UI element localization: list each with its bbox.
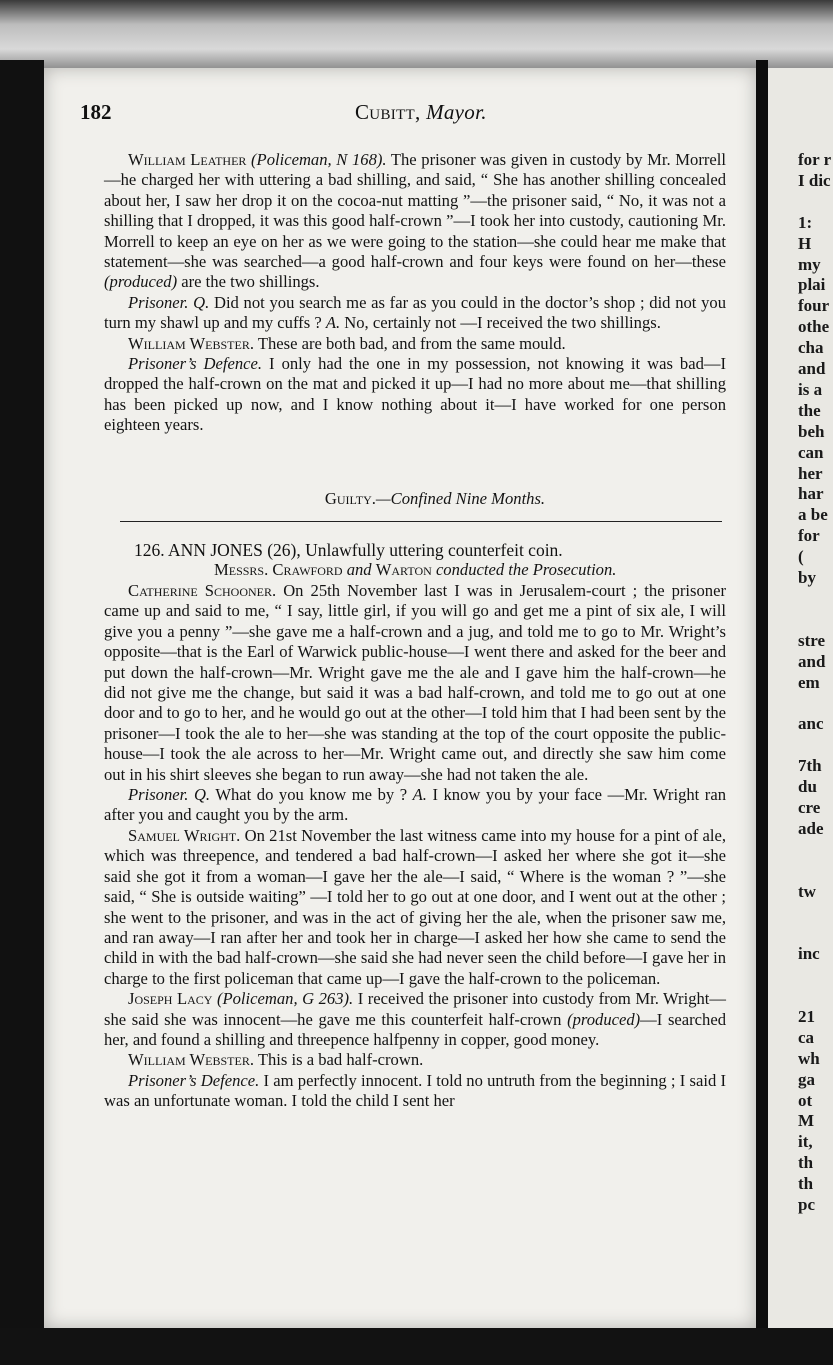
adjacent-page-fragment: by (798, 568, 816, 587)
adjacent-page-fragment: th (798, 1174, 814, 1194)
adjacent-page-fragment: har (798, 484, 824, 504)
case-heading (104, 540, 726, 561)
running-head (355, 100, 487, 125)
book-gutter (756, 60, 768, 1365)
adjacent-page-fragment: the (798, 400, 821, 420)
adjacent-page-fragment: and (798, 359, 826, 378)
adjacent-page-fragment: 7th (798, 756, 822, 776)
speaker-badge: (Policeman, N 168). (251, 150, 387, 169)
speaker-badge: (Policeman, G 263). (216, 989, 354, 1009)
paragraph-text: This is a bad half-crown. (253, 1050, 424, 1070)
speaker-name: Joseph Lacy (128, 989, 213, 1009)
adjacent-page-fragment: ca (798, 1027, 815, 1047)
adjacent-page-fragment: 1: (798, 212, 813, 232)
scan-top-margin (0, 0, 833, 70)
adjacent-page-fragment: ( (798, 547, 804, 567)
counsel-prefix: Messrs. (214, 560, 269, 579)
scan-bottom-margin (0, 1328, 833, 1365)
adjacent-page-fragment: for (798, 526, 820, 546)
counsel-name-2: Warton (375, 560, 432, 579)
adjacent-page-fragment: ade (798, 818, 824, 838)
paragraph-defence (104, 1071, 726, 1112)
speaker-label: Prisoner. (128, 292, 189, 312)
paragraph-text-end: —I searched her, and found a shilling and threepence halfpenny in copper, good money. (104, 1009, 726, 1049)
q-marker: Q. (193, 292, 210, 312)
running-head-name: Cubitt, (355, 100, 421, 124)
adjacent-page-edge (768, 68, 833, 1328)
adjacent-page-fragment: can (798, 442, 824, 462)
speaker-label: Prisoner’s Defence. (128, 1070, 260, 1090)
adjacent-page-fragment: cre (798, 797, 821, 817)
counsel-suffix: conducted the Prosecution. (431, 560, 617, 579)
paragraph-wright (104, 826, 726, 989)
verdict-guilty: Guilty. (324, 489, 376, 508)
adjacent-page-fragment: ot (798, 1090, 813, 1110)
paragraph-prisoner-question (104, 293, 726, 334)
speaker-label: Prisoner’s Defence. (128, 354, 263, 374)
adjacent-page-fragment: a be (798, 505, 828, 525)
speaker-label: Prisoner. (128, 785, 189, 805)
paragraph-text: On 25th November last I was in Jerusalem-court ; the prisoner came up and said to me, “ I say, little girl, if you will go and get me a pint of six ale, I will give you a penny ”—she gave me a half-crown and a jug, and told me to go to Mr. Wright’s opposite—that is the Earl of Warwick public-house—I went there and asked for the beer and put down the half-crown—Mr. Wright gave me the ale and I gave him the half-crown—he did not give me the change, but said it was a bad half-crown, and told me to go out at one door and to go to her, and he would go out at the other—I told him that I had been sent by the prisoner—I took the ale to her—she was standing at the top of the court opposite the public-house—I took the ale across to her—Mr. Wright came out, and directly she saw him come out in his shirt sleeves she began to run away—she had not taken the ale. (104, 581, 726, 784)
adjacent-page-fragment: H (798, 233, 812, 253)
adjacent-page-fragment: othe (798, 317, 830, 337)
section-divider (120, 521, 722, 522)
paragraph-text: I received the prisoner into custody from Mr. Wright—she said she was innocent—he gave me this counterfeit half-crown (104, 989, 726, 1029)
answer-text: No, certainly not —I received the two shillings. (340, 313, 661, 333)
adjacent-page-fragment: stre (798, 630, 826, 650)
adjacent-page-fragment: pc (798, 1195, 815, 1214)
adjacent-page-fragment: 21 (798, 1006, 815, 1026)
adjacent-page-fragment: tw (798, 881, 816, 901)
adjacent-page-fragment: ga (798, 1069, 815, 1089)
case-number: 126. (134, 540, 165, 560)
speaker-name: Catherine Schooner. (128, 581, 277, 600)
adjacent-page-fragment: I dic (798, 170, 831, 190)
testimony-block-1 (104, 150, 726, 436)
speaker-name: William Webster. (128, 1050, 254, 1070)
counsel-and: and (342, 560, 376, 579)
counsel-name-1: Crawford (272, 560, 343, 579)
paragraph-text: On 21st November the last witness came into my house for a pint of ale, which was threepence, and tendered a bad half-crown—I asked her where she got it—she said she got it from a woman—I gave her the ale—I said, “ Where is the woman ? ”—she said, “ She is outside waiting” —I told her to go out at one door, and I went out at the other ; she went to the prisoner, and was in the act of giving her the ale, when the prisoner saw me, and ran away—I ran after her and took her in charge—I asked her how she came to send the child in with the bad half-crown—she said she had never seen the child before—I gave her in charge to the first policeman that came up—I gave the half-crown to the policeman. (104, 825, 726, 988)
question-text: What do you know me by ? (210, 785, 413, 805)
adjacent-page-fragment: cha (798, 338, 824, 358)
paragraph-text: These are both bad, and from the same mould. (253, 333, 566, 353)
defendant-name: ANN JONES (26), (168, 540, 301, 560)
adjacent-page-fragment: du (798, 777, 817, 796)
a-marker: A. (412, 785, 427, 805)
adjacent-page-fragment: for r (798, 150, 832, 169)
adjacent-page-fragment: wh (798, 1048, 820, 1068)
adjacent-page-fragment: inc (798, 944, 820, 964)
adjacent-page-fragment: my (798, 254, 821, 274)
adjacent-page-fragment: plai (798, 275, 826, 295)
testimony-block-2 (104, 581, 726, 1112)
scan-left-border (0, 60, 44, 1365)
paragraph-schooner (104, 581, 726, 785)
produced-note: (produced) (104, 272, 178, 292)
paragraph-webster (104, 1050, 726, 1070)
adjacent-page-fragment: em (798, 672, 820, 692)
q-marker: Q. (193, 785, 211, 805)
paragraph-text: I am perfectly innocent. I told no untruth from the beginning ; I said I was an unfortunate woman. I told the child I sent her (104, 1070, 726, 1111)
speaker-name: William Webster. (128, 333, 254, 353)
adjacent-page-fragment: th (798, 1153, 814, 1173)
paragraph-prisoner-question (104, 785, 726, 826)
page-header (80, 100, 730, 130)
case-charge: Unlawfully uttering counterfeit coin. (300, 540, 563, 560)
verdict-sentence: —Confined Nine Months. (375, 489, 546, 508)
adjacent-page-fragment: four (798, 296, 830, 316)
adjacent-page-fragment: anc (798, 714, 824, 734)
running-head-title: Mayor. (426, 100, 487, 124)
paragraph-text: I only had the one in my possession, not knowing it was bad—I dropped the half-crown on the mat and picked it up—I had no more about me—that shilling has been picked up now, and I know nothing about it—I have worked for one person eighteen years. (104, 354, 726, 435)
page-number: 182 (80, 100, 112, 124)
paragraph-lacy (104, 989, 726, 1050)
paragraph-text: The prisoner was given in custody by Mr. Morrell—he charged her with uttering a bad shilling, and said, “ She has another shilling concealed about her, I saw her drop it on the cocoa-nut matting ”—the prisoner said, “ No, it was not a shilling that I dropped, it was this good half-crown ”—I took her into custody, cautioning Mr. Morrell to keep an eye on her as we were going to the station—she could hear me make that statement—she was searched—a good half-crown and four keys were found on her—these (104, 150, 726, 272)
produced-note: (produced) (567, 1009, 641, 1029)
adjacent-page-fragment: it, (798, 1132, 813, 1152)
paragraph-leather (104, 150, 726, 293)
adjacent-page-fragment: M (798, 1111, 815, 1131)
paragraph-webster (104, 334, 726, 354)
adjacent-page-fragment: beh (798, 421, 825, 441)
adjacent-page-fragment: and (798, 651, 826, 671)
counsel-line (104, 560, 726, 580)
paragraph-text-end: are the two shillings. (177, 272, 320, 292)
question-text: Did not you search me as far as you could in the doctor’s shop ; did not you turn my shawl up and my cuffs ? (104, 292, 726, 333)
a-marker: A. (325, 313, 341, 333)
speaker-name: Samuel Wright. (128, 825, 241, 845)
verdict (104, 489, 726, 509)
speaker-name: William Leather (128, 150, 247, 169)
adjacent-page-fragment: is a (798, 379, 823, 399)
answer-text: I know you by your face —Mr. Wright ran after you and caught you by the arm. (104, 785, 726, 825)
adjacent-page-fragment: her (798, 463, 823, 483)
paragraph-defence (104, 354, 726, 436)
